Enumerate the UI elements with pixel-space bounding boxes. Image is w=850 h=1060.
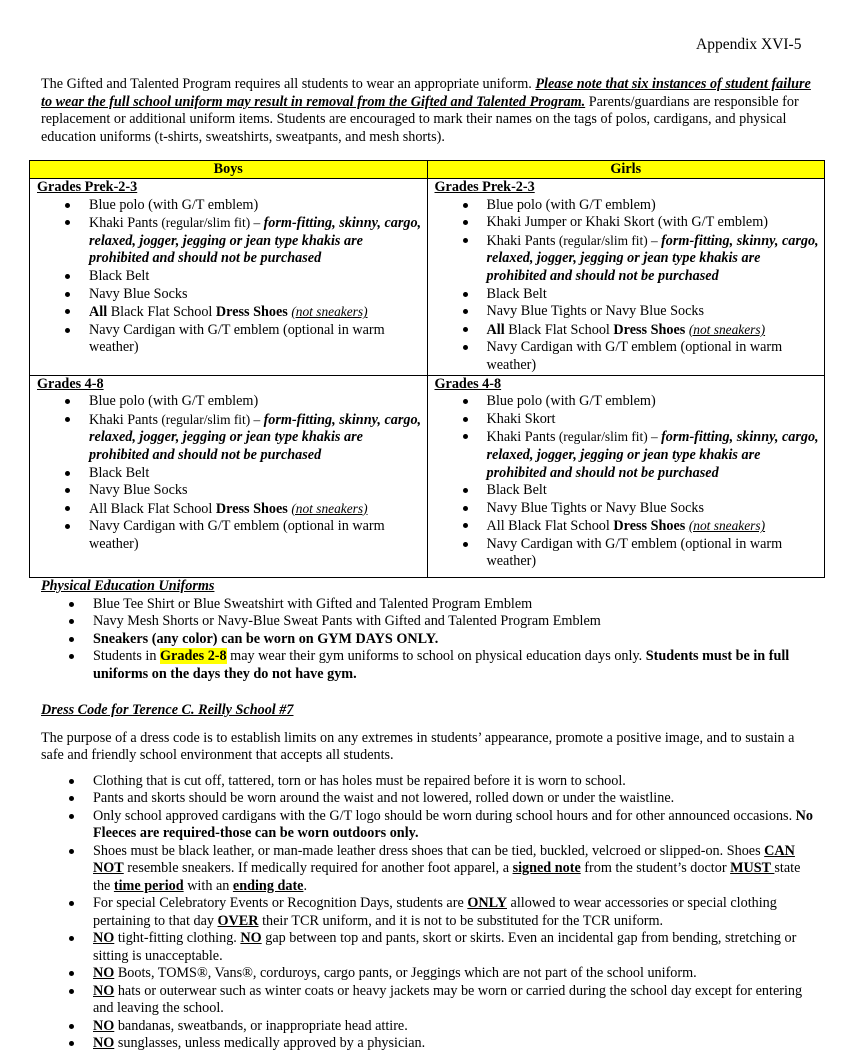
boys-prek-cell bbox=[30, 179, 428, 376]
list-item: Navy Blue Tights or Navy Blue Socks bbox=[487, 303, 821, 321]
list-item: Navy Cardigan with G/T emblem (optional in warm weather) bbox=[89, 322, 423, 357]
list-item: Students in Grades 2-8 may wear their gym uniforms to school on physical education days only. Students must be in full uniforms on the days they do not have gym. bbox=[93, 648, 831, 683]
list-item: Blue polo (with G/T emblem) bbox=[487, 197, 821, 215]
boys-prek-list bbox=[37, 197, 423, 357]
list-item: Black Belt bbox=[89, 465, 423, 483]
list-item: NO Boots, TOMS®, Vans®, corduroys, cargo pants, or Jeggings which are not part of the school uniform. bbox=[93, 965, 816, 983]
list-item: Blue polo (with G/T emblem) bbox=[487, 393, 821, 411]
pe-section bbox=[41, 578, 831, 683]
list-item: Black Belt bbox=[487, 482, 821, 500]
list-item: Pants and skorts should be worn around the waist and not lowered, rolled down or under the waistline. bbox=[93, 790, 816, 808]
list-item: Navy Blue Socks bbox=[89, 482, 423, 500]
girls-48-cell bbox=[427, 375, 825, 577]
list-item: NO hats or outerwear such as winter coats or heavy jackets may be worn or carried during the school day except for entering and leaving the school. bbox=[93, 983, 816, 1018]
boys-48-list bbox=[37, 393, 423, 553]
list-item: Sneakers (any color) can be worn on GYM DAYS ONLY. bbox=[93, 631, 831, 649]
list-item: Only school approved cardigans with the G/T logo should be worn during school hours and for other announced occasions. No Fleeces are required-those can be worn outdoors only. bbox=[93, 808, 816, 843]
boys-48-cell bbox=[30, 375, 428, 577]
list-item: NO tight-fitting clothing. NO gap between top and pants, skort or skirts. Even an incidental gap from bending, stretching or sitting is unacceptable. bbox=[93, 930, 816, 965]
intro-text: The Gifted and Talented Program requires all students to wear an appropriate uniform. bbox=[41, 76, 536, 92]
list-item: Khaki Pants (regular/slim fit) – form-fitting, skinny, cargo, relaxed, jogger, jegging or jean type khakis are prohibited and should not be purchased bbox=[89, 215, 422, 267]
uniform-table bbox=[29, 160, 825, 578]
list-item: Khaki Pants (regular/slim fit) – form-fitting, skinny, cargo, relaxed, jogger, jegging or jean type khakis are prohibited and should not be purchased bbox=[89, 411, 422, 463]
girls-prek-cell bbox=[427, 179, 825, 376]
list-item: Black Belt bbox=[487, 286, 821, 304]
list-item: Khaki Pants (regular/slim fit) – form-fitting, skinny, cargo, relaxed, jogger, jegging or jean type khakis are prohibited and should not be purchased bbox=[486, 232, 819, 284]
list-item: Clothing that is cut off, tattered, torn or has holes must be repaired before it is worn to school. bbox=[93, 773, 816, 791]
list-item: NO bandanas, sweatbands, or inappropriate head attire. bbox=[93, 1018, 816, 1036]
intro-paragraph bbox=[41, 76, 816, 146]
girls-header: Girls bbox=[427, 161, 825, 179]
list-item: Navy Blue Socks bbox=[89, 286, 423, 304]
list-item: Khaki Jumper or Khaki Skort (with G/T emblem) bbox=[487, 214, 821, 232]
pe-title: Physical Education Uniforms bbox=[41, 578, 215, 594]
girls-prek-list bbox=[435, 197, 821, 375]
dress-code-list bbox=[41, 773, 816, 1053]
list-item: Black Belt bbox=[89, 268, 423, 286]
list-item: All Black Flat School Dress Shoes (not sneakers) bbox=[89, 303, 423, 322]
list-item: Navy Cardigan with G/T emblem (optional in warm weather) bbox=[487, 536, 821, 571]
list-item: Blue polo (with G/T emblem) bbox=[89, 197, 423, 215]
list-item: Khaki Skort bbox=[487, 411, 821, 429]
intro-warning: Please note that six instances of student failure to wear the full school uniform may result in removal from the Gifted and Talented Program. bbox=[41, 76, 811, 110]
dress-code-title: Dress Code for Terence C. Reilly School #7 bbox=[41, 702, 294, 718]
list-item: Navy Blue Tights or Navy Blue Socks bbox=[487, 500, 821, 518]
grades-highlight: Grades 2-8 bbox=[160, 648, 227, 664]
grade-heading: Grades 4-8 bbox=[434, 375, 502, 392]
list-item: Navy Mesh Shorts or Navy-Blue Sweat Pants with Gifted and Talented Program Emblem bbox=[93, 613, 831, 631]
list-item: Khaki Pants (regular/slim fit) – form-fitting, skinny, cargo, relaxed, jogger, jegging or jean type khakis are prohibited and should not be purchased bbox=[486, 429, 819, 481]
grade-heading: Grades Prek-2-3 bbox=[434, 179, 535, 195]
girls-48-list bbox=[435, 393, 821, 571]
list-item: Navy Cardigan with G/T emblem (optional in warm weather) bbox=[89, 518, 423, 553]
dress-code-section bbox=[41, 702, 816, 1053]
list-item: Blue Tee Shirt or Blue Sweatshirt with Gifted and Talented Program Emblem bbox=[93, 596, 831, 614]
list-item: Blue polo (with G/T emblem) bbox=[89, 393, 423, 411]
grade-heading: Grades 4-8 bbox=[37, 375, 104, 392]
list-item: Shoes must be black leather, or man-made leather dress shoes that can be tied, buckled, velcroed or slipped-on. Shoes CAN NOT resemble sneakers. If medically required for another foot apparel, a signed note from the student’s doctor MUST state the time period with an ending date. bbox=[93, 843, 816, 896]
grade-heading: Grades Prek-2-3 bbox=[37, 179, 138, 195]
boys-header: Boys bbox=[30, 161, 428, 179]
pe-list bbox=[41, 596, 831, 684]
appendix-label: Appendix XVI-5 bbox=[696, 36, 802, 53]
list-item: NO sunglasses, unless medically approved by a physician. bbox=[93, 1035, 816, 1053]
list-item: All Black Flat School Dress Shoes (not sneakers) bbox=[89, 500, 423, 519]
list-item: For special Celebratory Events or Recognition Days, students are ONLY allowed to wear accessories or special clothing pertaining to that day OVER their TCR uniform, and it is not to be substituted for the TCR uniform. bbox=[93, 895, 816, 930]
dress-code-purpose: The purpose of a dress code is to establish limits on any extremes in students’ appearance, promote a positive image, and to sustain a safe and friendly school environment that accepts all students. bbox=[41, 729, 795, 763]
intro-text-2: Parents/guardians are responsible for replacement or additional uniform items. Students are encouraged to mark their names on the tags of polos, cardigans, and physical education uniforms (t-shirts, sweatshirts, sweatpants, and mesh shorts). bbox=[41, 93, 799, 145]
list-item: All Black Flat School Dress Shoes (not sneakers) bbox=[487, 517, 821, 536]
list-item: All Black Flat School Dress Shoes (not sneakers) bbox=[487, 321, 821, 340]
list-item: Navy Cardigan with G/T emblem (optional in warm weather) bbox=[487, 339, 821, 374]
